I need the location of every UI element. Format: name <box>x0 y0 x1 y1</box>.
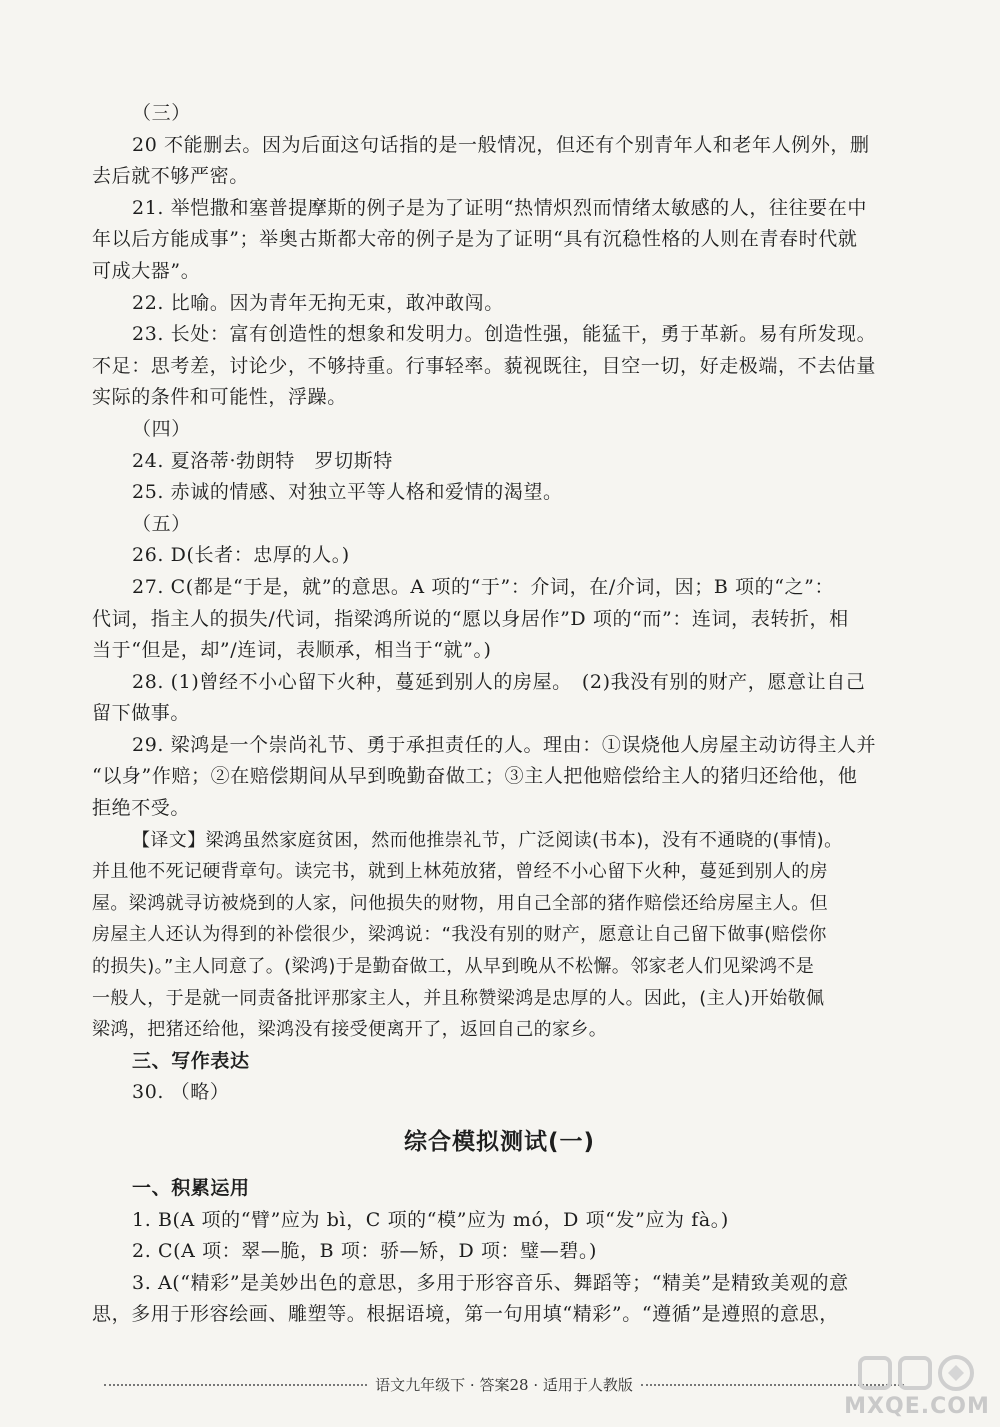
section-label-3: （三） <box>132 102 191 124</box>
footer-divider-left <box>104 1384 367 1386</box>
translation-line: 一般人，于是就一同责备批评那家主人，并且称赞梁鸿是忠厚的人。因此，(主人)开始敬佩 <box>92 987 825 1009</box>
section-title: 综合模拟测试(一) <box>403 1129 596 1155</box>
answer-line: 代词，指主人的损失/代词，指梁鸿所说的“愿以身居作”D 项的“而”：连词，表转折，相 <box>92 607 849 630</box>
answer-line: 实际的条件和可能性，浮躁。 <box>92 386 347 409</box>
answer-line: 不足：思考差，讨论少，不够持重。行事轻率。藐视既往，目空一切，好走极端，不去估量 <box>92 354 877 377</box>
answer-line: 思，多用于形容绘画、雕塑等。根据语境，第一句用填“精彩”。“遵循”是遵照的意思， <box>92 1303 839 1326</box>
translation-block <box>92 825 907 1046</box>
watermark-logo <box>842 1352 992 1422</box>
translation-line: 梁鸿，把猪还给他，梁鸿没有接受便离开了，返回自己的家乡。 <box>92 1019 608 1041</box>
translation-line: 房屋主人还认为得到的补偿很少，梁鸿说：“我没有别的财产，愿意让自己留下做事(赔偿你 <box>92 924 827 946</box>
answer-line: 留下做事。 <box>92 702 191 725</box>
translation-line: 并且他不死记硬背章句。读完书，就到上林苑放猪，曾经不小心留下火种，蔓延到别人的房 <box>92 861 828 883</box>
writing-answer: 30. （略） <box>132 1081 230 1104</box>
writing-heading: 三、写作表达 <box>132 1049 250 1072</box>
sub-heading: 一、积累运用 <box>132 1177 250 1199</box>
answer-line: 1. B(A 项的“臂”应为 bì，C 项的“模”应为 mó，D 项“发”应为 fà。) <box>132 1208 729 1231</box>
answer-line: 24. 夏洛蒂·勃朗特 罗切斯特 <box>132 449 393 472</box>
answer-line: 拒绝不受。 <box>92 797 191 820</box>
answer-line: 20 不能删去。因为后面这句话指的是一般情况，但还有个别青年人和老年人例外，删 <box>132 133 870 156</box>
section-label-5: （五） <box>132 512 191 535</box>
answer-line: 26. D(长者：忠厚的人。) <box>132 544 350 567</box>
translation-line: 的损失)。”主人同意了。(梁鸿)于是勤奋做工，从早到晚从不松懈。邻家老人们见梁鸿不是 <box>92 956 815 978</box>
answer-line: 28. (1)曾经不小心留下火种，蔓延到别人的房屋。 (2)我没有别的财产，愿意让自己 <box>132 670 866 693</box>
answer-line: “以身”作赔；②在赔偿期间从早到晚勤奋做工；③主人把他赔偿给主人的猪归还给他，他 <box>92 765 858 788</box>
answer-line: 22. 比喻。因为青年无拘无束，敢冲敢闯。 <box>132 291 504 314</box>
translation-line: 【译文】梁鸿虽然家庭贫困，然而他推崇礼节，广泛阅读(书本)，没有不通晓的(事情)。 <box>132 829 843 851</box>
answer-body <box>92 98 907 1331</box>
answer-line: 去后就不够严密。 <box>92 165 249 188</box>
answer-line: 当于“但是，却”/连词，表顺承，相当于“就”。) <box>92 639 492 662</box>
answer-line: 21. 举恺撒和塞普提摩斯的例子是为了证明“热情炽烈而情绪太敏感的人，往往要在中 <box>132 196 867 219</box>
answer-line: 可成大器”。 <box>92 259 201 282</box>
section-label-4: （四） <box>132 417 191 440</box>
answer-line: 3. A(“精彩”是美妙出色的意思，多用于形容音乐、舞蹈等；“精美”是精致美观的意 <box>132 1271 849 1294</box>
watermark-text: MXQE.COM <box>844 1394 990 1419</box>
watermark-emblem-icon <box>842 1352 992 1396</box>
answer-line: 23. 长处：富有创造性的想象和发明力。创造性强，能猛干，勇于革新。易有所发现。 <box>132 323 877 346</box>
answer-line: 27. C(都是“于是，就”的意思。A 项的“于”：介词，在/介词，因；B 项的“之”： <box>132 575 835 598</box>
answer-line: 年以后方能成事”；举奥古斯都大帝的例子是为了证明“具有沉稳性格的人则在青春时代就 <box>92 228 858 251</box>
page-footer <box>104 1374 904 1395</box>
footer-text: 语文九年级下 · 答案28 · 适用于人教版 <box>375 1376 633 1394</box>
answer-line: 29. 梁鸿是一个崇尚礼节、勇于承担责任的人。理由：①误烧他人房屋主动访得主人并 <box>132 733 877 756</box>
answer-line: 2. C(A 项：翠—脆，B 项：骄—矫，D 项：璧—碧。) <box>132 1240 598 1263</box>
answer-line: 25. 赤诚的情感、对独立平等人格和爱情的渴望。 <box>132 481 563 504</box>
translation-line: 屋。梁鸿就寻访被烧到的人家，问他损失的财物，用自己全部的猪作赔偿还给房屋主人。但 <box>92 892 828 914</box>
